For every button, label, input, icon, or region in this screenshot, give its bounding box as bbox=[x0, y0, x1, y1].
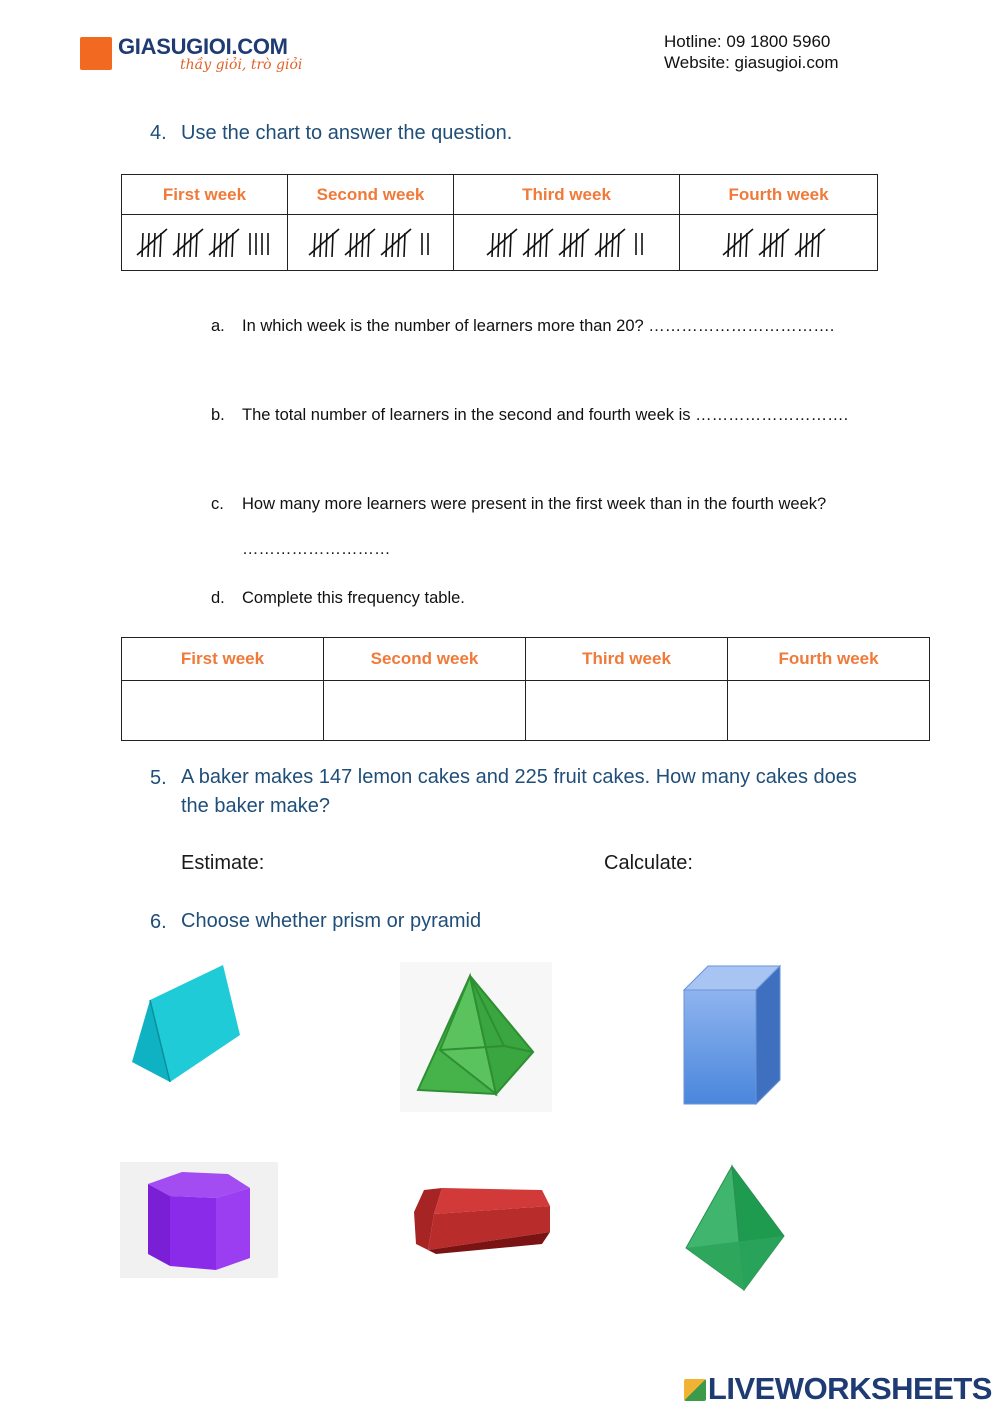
website-text: Website: giasugioi.com bbox=[664, 53, 839, 72]
tally-stroke bbox=[510, 233, 511, 257]
tally-stroke bbox=[332, 233, 333, 257]
freq-header-third: Third week bbox=[526, 638, 728, 681]
tally-stroke bbox=[728, 233, 729, 257]
tally-crossbar bbox=[137, 229, 167, 255]
freq-header-first: First week bbox=[122, 638, 324, 681]
pentagonal-pyramid-shape[interactable] bbox=[400, 962, 552, 1112]
tally-stroke bbox=[154, 233, 155, 257]
tally-stroke bbox=[404, 233, 405, 257]
tally-stroke bbox=[314, 233, 315, 257]
tally-stroke bbox=[540, 233, 541, 257]
tally-stroke bbox=[776, 233, 777, 257]
tally-stroke bbox=[582, 233, 583, 257]
tally-crossbar bbox=[381, 229, 411, 255]
tally-stroke bbox=[764, 233, 765, 257]
tally-stroke bbox=[618, 233, 619, 257]
tally-stroke bbox=[178, 233, 179, 257]
freq-input-second[interactable] bbox=[324, 681, 526, 741]
freq-header-second: Second week bbox=[324, 638, 526, 681]
tally-marks-fourth bbox=[704, 223, 854, 263]
tally-stroke bbox=[504, 233, 505, 257]
tally-crossbar bbox=[723, 229, 753, 255]
tally-stroke bbox=[398, 233, 399, 257]
tally-crossbar bbox=[559, 229, 589, 255]
tally-cell-fourth bbox=[680, 215, 878, 271]
q4c-text: How many more learners were present in the first week than in the fourth week? bbox=[242, 495, 827, 513]
tally-crossbar bbox=[523, 229, 553, 255]
tally-stroke bbox=[362, 233, 363, 257]
tally-header-third: Third week bbox=[454, 175, 680, 215]
triangular-prism-shape[interactable] bbox=[128, 962, 244, 1086]
q5-line1: A baker makes 147 lemon cakes and 225 fruit cakes. How many cakes does bbox=[181, 766, 857, 788]
liveworksheets-logo-icon bbox=[684, 1379, 706, 1401]
tally-stroke bbox=[528, 233, 529, 257]
rectangular-prism-shape[interactable] bbox=[680, 962, 784, 1108]
q4d-label: d. bbox=[211, 589, 225, 607]
q5-number: 5. bbox=[150, 767, 167, 789]
freq-input-fourth[interactable] bbox=[728, 681, 930, 741]
tally-stroke bbox=[492, 233, 493, 257]
hotline-text: Hotline: 09 1800 5960 bbox=[664, 32, 831, 51]
freq-header-fourth: Fourth week bbox=[728, 638, 930, 681]
tally-cell-second bbox=[288, 215, 454, 271]
tally-stroke bbox=[812, 233, 813, 257]
tally-crossbar bbox=[345, 229, 375, 255]
tally-stroke bbox=[746, 233, 747, 257]
q4-text: Use the chart to answer the question. bbox=[181, 122, 513, 144]
tally-marks-first bbox=[130, 223, 280, 263]
logo-name: GIASUGIOI.COM bbox=[118, 34, 288, 59]
q5-line2: the baker make? bbox=[181, 795, 330, 817]
tally-cell-first bbox=[122, 215, 288, 271]
triangular-pyramid-shape[interactable] bbox=[680, 1162, 788, 1296]
tally-stroke bbox=[546, 233, 547, 257]
liveworksheets-brand bbox=[684, 1371, 992, 1407]
tally-header-fourth: Fourth week bbox=[680, 175, 878, 215]
tally-marks-second bbox=[296, 223, 446, 263]
tally-stroke bbox=[350, 233, 351, 257]
q4a-text: In which week is the number of learners more than 20? ……………………………. bbox=[242, 317, 835, 335]
tally-stroke bbox=[196, 233, 197, 257]
tally-crossbar bbox=[173, 229, 203, 255]
tally-stroke bbox=[600, 233, 601, 257]
tally-cell-third bbox=[454, 215, 680, 271]
tally-stroke bbox=[612, 233, 613, 257]
tally-crossbar bbox=[487, 229, 517, 255]
q4c-answer-blank[interactable]: ……………………… bbox=[242, 540, 391, 558]
contact-block bbox=[664, 31, 839, 73]
q5-text bbox=[181, 763, 857, 821]
tally-header-second: Second week bbox=[288, 175, 454, 215]
freq-input-first[interactable] bbox=[122, 681, 324, 741]
liveworksheets-text: LIVEWORKSHEETS bbox=[707, 1371, 992, 1406]
logo-icon bbox=[80, 37, 112, 70]
tally-header-first: First week bbox=[122, 175, 288, 215]
tally-stroke bbox=[190, 233, 191, 257]
tally-table bbox=[121, 174, 878, 271]
tally-stroke bbox=[160, 233, 161, 257]
cylinder-prism-shape[interactable] bbox=[410, 1184, 554, 1256]
frequency-table bbox=[121, 637, 930, 741]
tally-stroke bbox=[782, 233, 783, 257]
estimate-label: Estimate: bbox=[181, 852, 265, 874]
tally-crossbar bbox=[309, 229, 339, 255]
tally-stroke bbox=[800, 233, 801, 257]
logo-tagline: thầy giỏi, trò giỏi bbox=[180, 57, 303, 73]
tally-crossbar bbox=[595, 229, 625, 255]
freq-input-third[interactable] bbox=[526, 681, 728, 741]
tally-stroke bbox=[564, 233, 565, 257]
q4b-text: The total number of learners in the second and fourth week is ………………………. bbox=[242, 406, 849, 424]
calculate-label: Calculate: bbox=[604, 852, 693, 874]
q6-number: 6. bbox=[150, 911, 167, 933]
q4b-label: b. bbox=[211, 406, 225, 424]
tally-stroke bbox=[818, 233, 819, 257]
tally-stroke bbox=[740, 233, 741, 257]
tally-stroke bbox=[214, 233, 215, 257]
tally-stroke bbox=[368, 233, 369, 257]
tally-crossbar bbox=[759, 229, 789, 255]
tally-stroke bbox=[386, 233, 387, 257]
q6-text: Choose whether prism or pyramid bbox=[181, 910, 482, 932]
tally-stroke bbox=[142, 233, 143, 257]
q4-number: 4. bbox=[150, 122, 167, 144]
q4a-label: a. bbox=[211, 317, 225, 335]
tally-crossbar bbox=[795, 229, 825, 255]
tally-marks-third bbox=[477, 223, 657, 263]
tally-stroke bbox=[326, 233, 327, 257]
tally-stroke bbox=[226, 233, 227, 257]
tally-stroke bbox=[232, 233, 233, 257]
hexagonal-prism-shape[interactable] bbox=[120, 1162, 278, 1278]
tally-stroke bbox=[576, 233, 577, 257]
q4c-label: c. bbox=[211, 495, 224, 513]
tally-crossbar bbox=[209, 229, 239, 255]
q4d-text: Complete this frequency table. bbox=[242, 589, 465, 607]
